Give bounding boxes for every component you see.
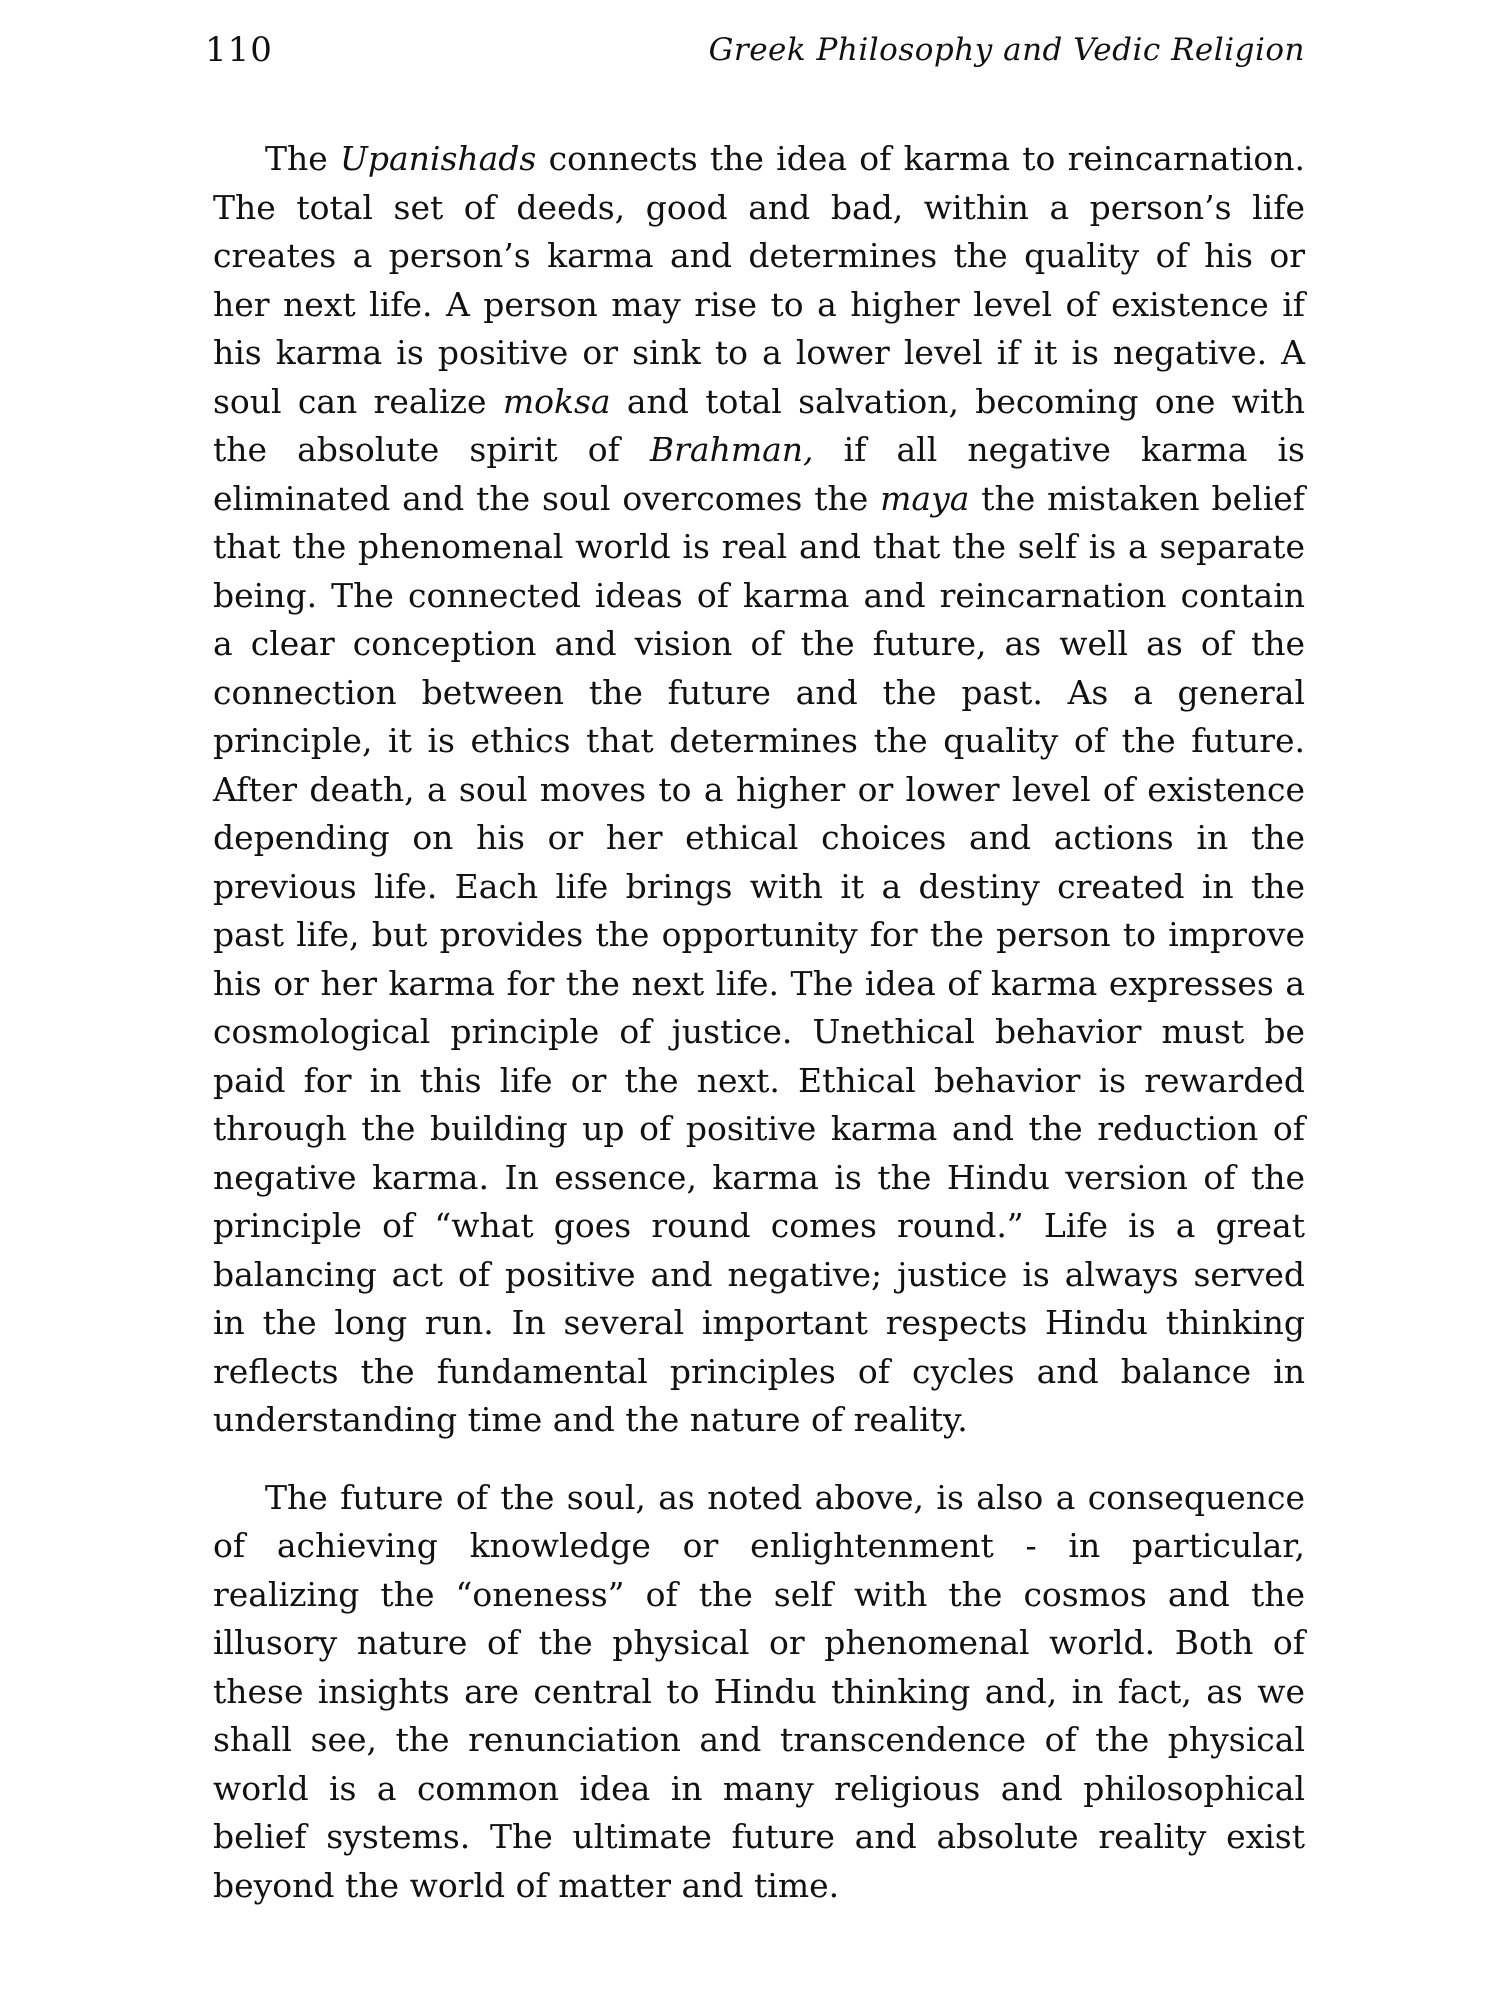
text-run: connects the idea of karma to reincarnation. The total set of deeds, good and bad, within a person’s life creates a person’s karma and determines the quality of his or her next life. A person may rise to a higher level of existence if his karma is positive or sink to a lower level if it is negative. A soul can realize (213, 139, 1305, 421)
paragraph-future-of-soul (213, 1474, 1305, 1911)
paragraph-karma-reincarnation (213, 135, 1305, 1445)
body-text (213, 135, 1305, 1910)
text-run: and total salvation, becoming one with the absolute spirit of (213, 381, 1305, 469)
text-run: the mistaken belief that the phenomenal world is real and that the self is a separate being. The connected ideas of karma and reincarnation contain a clear conception and vision of the future, as well as of the connection between the future and the past. As a general principle, it is ethics that determines the quality of the future. After death, a soul moves to a higher or lower level of existence depending on his or her ethical choices and actions in the previous life. Each life brings with it a destiny created in the past life, but provides the opportunity for the person to improve his or her karma for the next life. The idea of karma expresses a cosmological principle of justice. Unethical behavior must be paid for in this life or the next. Ethical behavior is rewarded through the building up of positive karma and the reduction of negative karma. In essence, karma is the Hindu version of the principle of “what goes round comes round.” Life is a great balancing act of positive and negative; justice is always served in the long run. In several important respects Hindu thinking reflects the fundamental principles of cycles and balance in understanding time and the nature of reality. (213, 478, 1306, 1439)
running-head-title: Greek Philosophy and Vedic Religion (708, 32, 1305, 68)
text-run: if all negative karma is eliminated and the soul overcomes the (213, 430, 1305, 518)
text-run: The (265, 139, 341, 178)
italic-term-maya: maya (880, 478, 970, 518)
text-run: The future of the soul, as noted above, is also a consequence of achieving knowledge or enlightenment - in particular, realizing the “oneness” of the self with the cosmos and the illusory nature of the physical or phenomenal world. Both of these insights are central to Hindu thinking and, in fact, as we shall see, the renunciation and transcendence of the physical world is a common idea in many religious and philosophical belief systems. The ultimate future and absolute reality exist beyond the world of matter and time. (213, 1477, 1305, 1905)
page-number: 110 (205, 30, 273, 70)
italic-term-brahman: Brahman, (649, 430, 814, 469)
running-head (205, 30, 1305, 80)
italic-term-moksa: moksa (502, 381, 611, 421)
italic-term-upanishads: Upanishads (340, 139, 537, 178)
